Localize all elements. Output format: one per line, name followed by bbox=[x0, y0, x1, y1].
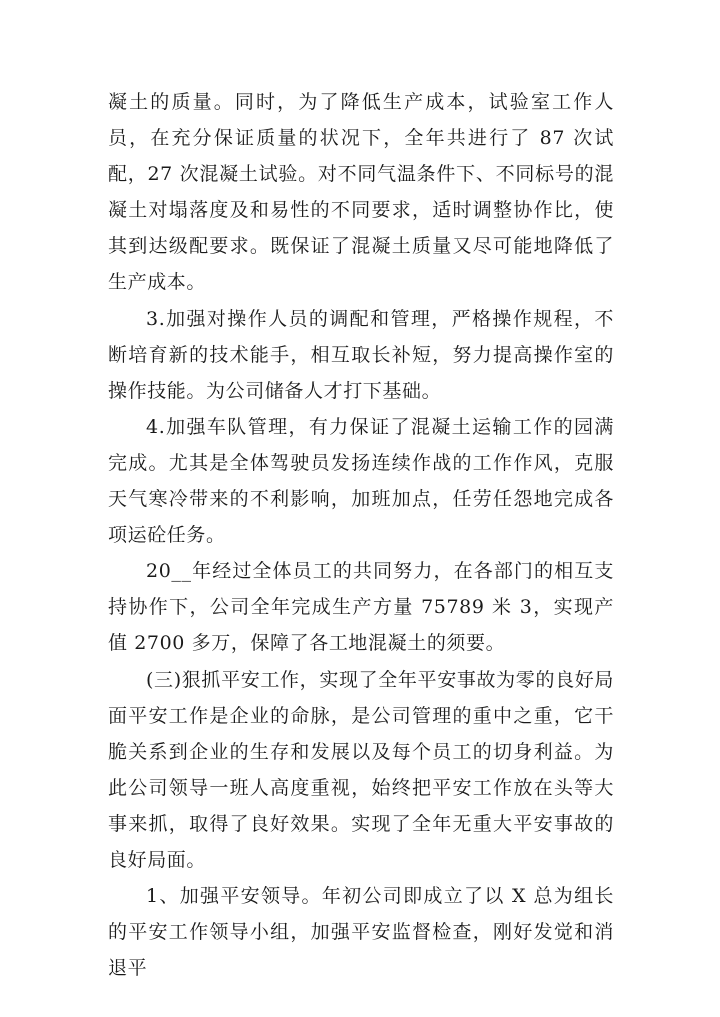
paragraph-item-3-personnel: 3.加强对操作人员的调配和管理，严格操作规程，不断培育新的技术能手，相互取长补短，努力提高操作室的操作技能。为公司储备人才打下基础。 bbox=[108, 307, 614, 402]
paragraph-safety-leadership: 1、加强平安领导。年初公司即成立了以 X 总为组长的平安工作领导小组，加强平安监督检查，刚好发觉和消退平 bbox=[108, 885, 614, 980]
paragraph-safety-section: (三)狠抓平安工作，实现了全年平安事故为零的良好局面平安工作是企业的命脉，是公司管理的重中之重，它干脆关系到企业的生存和发展以及每个员工的切身利益。为此公司领导一班人高度重视，始终把平安工作放在头等大事来抓，取得了良好效果。实现了全年无重大平安事故的良好局面。 bbox=[108, 668, 614, 871]
paragraph-item-4-fleet: 4.加强车队管理，有力保证了混凝土运输工作的园满完成。尤其是全体驾驶员发扬连续作战的工作作风，克服天气寒冷带来的不利影响，加班加点，任劳任怨地完成各项运砼任务。 bbox=[108, 415, 614, 547]
paragraph-annual-output: 20__年经过全体员工的共同努力，在各部门的相互支持协作下，公司全年完成生产方量 75789 米 3，实现产值 2700 多万，保障了各工地混凝土的须要。 bbox=[108, 560, 614, 655]
document-body bbox=[108, 84, 614, 986]
paragraph-concrete-quality: 凝土的质量。同时，为了降低生产成本，试验室工作人员，在充分保证质量的状况下，全年共进行了 87 次试配，27 次混凝土试验。对不同气温条件下、不同标号的混凝土对塌落度及和易性的不同要求，适时调整协作比，使其到达级配要求。既保证了混凝土质量又尽可能地降低了生产成本。 bbox=[108, 91, 614, 294]
